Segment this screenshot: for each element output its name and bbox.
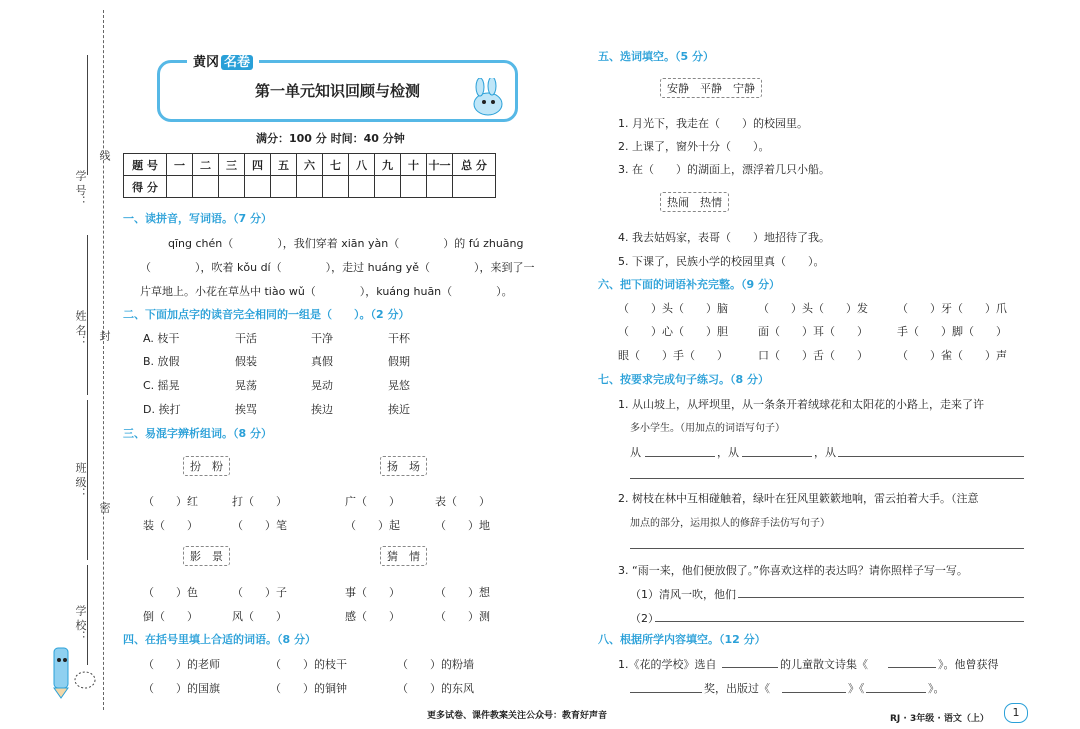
score-value-row [124,176,496,198]
section-8-title: 八、根据所学内容填空。（12 分） [598,633,766,646]
s6-blank: （ ）牙（ ）爪 [897,302,1007,315]
exam-meta: 满分：100 分 时间：40 分钟 [256,132,405,145]
score-cell[interactable] [297,176,323,198]
score-cell[interactable] [401,176,427,198]
s3-char-box: 猜 情 [380,546,427,566]
s2-option-b: B. 放假 [143,355,180,368]
score-cell[interactable] [427,176,453,198]
s7-q2-line-2: 加点的部分，运用拟人的修辞手法仿写句子） [630,518,830,529]
s7-q3-line-1: 3. “雨一来，他们便放假了。”你喜欢这样的表达吗？请你照样子写一写。 [618,564,968,577]
s7-q1-line-2: 多小学生。（用加点的词语写句子） [630,423,785,434]
s4-blank: （ ）的粉墙 [397,658,474,671]
answer-line[interactable] [888,667,936,668]
s5-q2: 2. 上课了，窗外十分（ ）。 [618,140,770,153]
pencil-mascot-icon [40,640,100,700]
score-cell[interactable] [375,176,401,198]
s6-blank: 手（ ）脚（ ） [897,325,1007,338]
answer-line[interactable] [655,621,1024,622]
s4-blank: （ ）的国旗 [143,682,220,695]
score-head-cell: 九 [375,154,401,176]
score-head-cell: 四 [245,154,271,176]
s7-q1-from-1: 从 [630,446,641,459]
answer-line[interactable] [630,478,1024,479]
class-label: 班 级： [74,462,87,499]
score-head-cell: 一 [167,154,193,176]
s2-word: 挨边 [311,403,333,416]
s8-q1-e: 》《 [848,682,865,695]
s2-option-d: D. 挨打 [143,403,181,416]
s6-blank: （ ）心（ ）胆 [618,325,728,338]
name-label: 姓 名： [74,310,87,347]
s6-blank: 眼（ ）手（ ） [618,349,728,362]
s2-word: 假期 [388,355,410,368]
s5-q5: 5. 下课了，民族小学的校园里真（ ）。 [618,255,825,268]
s7-q1-from-2: ，从 [717,446,739,459]
score-cell[interactable] [193,176,219,198]
score-head-cell: 三 [219,154,245,176]
s3-blank: （ ）红 [143,495,198,508]
answer-line[interactable] [782,692,846,693]
s6-blank: （ ）头（ ）脑 [618,302,728,315]
s2-word: 挨骂 [235,403,257,416]
section-4-title: 四、在括号里填上合适的词语。（8 分） [123,633,316,646]
s5-word-box: 安静 平静 宁静 [660,78,762,98]
score-head-cell: 五 [271,154,297,176]
score-head-cell: 二 [193,154,219,176]
s3-blank: （ ）测 [435,610,490,623]
score-cell[interactable] [219,176,245,198]
s3-char-box: 扬 场 [380,456,427,476]
score-head-cell: 十一 [427,154,453,176]
s5-q4: 4. 我去姑妈家，表哥（ ）地招待了我。 [618,231,830,244]
s1-line-2: （ ），吹着 kǒu dí（ ），走过 huáng yě（ ），来到了一 [140,261,535,274]
score-header-row [124,154,496,176]
s3-blank: （ ）子 [232,586,287,599]
s7-q2-line-1: 2. 树枝在林中互相碰触着，绿叶在狂风里簌簌地响，雷云拍着大手。（注意 [618,492,979,505]
s3-char-box: 扮 粉 [183,456,230,476]
s6-blank: （ ）雀（ ）声 [897,349,1007,362]
section-3-title: 三、易混字辨析组词。（8 分） [123,427,272,440]
binding-mark-xian: 线 [98,150,111,161]
s2-word: 干活 [235,332,257,345]
score-cell[interactable] [167,176,193,198]
s2-word: 晃动 [311,379,333,392]
s2-word: 干杯 [388,332,410,345]
s2-word: 真假 [311,355,333,368]
s4-blank: （ ）的枝干 [270,658,347,671]
s4-blank: （ ）的东风 [397,682,474,695]
s3-blank: 事（ ） [345,586,400,599]
score-head-cell: 六 [297,154,323,176]
s2-word: 晃荡 [235,379,257,392]
answer-line[interactable] [630,548,1024,549]
s3-char-box: 影 景 [183,546,230,566]
binding-mark-feng: 封 [98,330,111,341]
answer-line[interactable] [738,597,1024,598]
score-cell[interactable] [271,176,297,198]
binding-mark-mi: 密 [98,502,111,513]
s8-q1-c: 》。他曾获得 [938,658,999,671]
s8-q1-b: 的儿童散文诗集《 [780,658,868,671]
answer-line[interactable] [742,456,812,457]
footer-grade: RJ · 3年级 · 语文（上） [890,714,989,724]
s8-q1-f: 》。 [928,682,945,695]
s1-line-3: 片草地上。小花在草丛中 tiào wǔ（ ），kuáng huān（ ）。 [140,285,513,298]
s6-blank: 口（ ）舌（ ） [758,349,868,362]
answer-line[interactable] [866,692,926,693]
s3-blank: （ ）想 [435,586,490,599]
s7-q1-from-3: ，从 [814,446,836,459]
s2-option-c: C. 摇晃 [143,379,180,392]
score-cell[interactable] [349,176,375,198]
answer-line[interactable] [838,456,1024,457]
s2-word: 假装 [235,355,257,368]
page-title: 第一单元知识回顾与检测 [254,82,420,100]
section-5-title: 五、选词填空。（5 分） [598,50,714,63]
score-cell[interactable] [245,176,271,198]
s2-word: 挨近 [388,403,410,416]
s3-blank: 装（ ） [143,519,198,532]
s7-q1-line-1: 1. 从山坡上，从坪坝里，从一条条开着绒球花和太阳花的小路上，走来了许 [618,398,984,411]
s7-q3-line-3: （2） [630,612,659,625]
s5-q1: 1. 月光下，我走在（ ）的校园里。 [618,117,808,130]
s4-blank: （ ）的铜钟 [270,682,347,695]
score-head-cell: 题 号 [124,154,167,176]
school-label: 学 校： [74,605,87,642]
s8-q1-a: 1.《花的学校》选自 [618,658,717,671]
score-cell[interactable] [323,176,349,198]
brand-logo: 黄冈 名卷 [187,51,259,70]
score-head-cell: 八 [349,154,375,176]
answer-line[interactable] [645,456,715,457]
s3-blank: （ ）起 [345,519,400,532]
page-number: 1 [1004,703,1028,723]
score-head-cell: 总 分 [453,154,496,176]
s5-q3: 3. 在（ ）的湖面上，漂浮着几只小船。 [618,163,830,176]
s3-blank: 风（ ） [232,610,287,623]
s2-word: 晃悠 [388,379,410,392]
student-id-label: 学 号： [74,170,87,207]
binding-dashed-line [103,10,104,710]
score-table [123,153,496,198]
section-7-title: 七、按要求完成句子练习。（8 分） [598,373,769,386]
s3-blank: 广（ ） [345,495,400,508]
s6-blank: 面（ ）耳（ ） [758,325,868,338]
s1-line-1: qīng chén（ ），我们穿着 xiān yàn（ ）的 fú zhuāng [168,237,524,250]
score-cell[interactable] [453,176,496,198]
section-1-title: 一、读拼音，写词语。（7 分） [123,212,272,225]
s7-q3-line-2: （1）清风一吹，他们 [630,588,736,601]
section-6-title: 六、把下面的词语补充完整。（9 分） [598,278,780,291]
s3-blank: 感（ ） [345,610,400,623]
s3-blank: 打（ ） [232,495,287,508]
s5-word-box: 热闹 热情 [660,192,729,212]
answer-line[interactable] [722,667,778,668]
s4-blank: （ ）的老师 [143,658,220,671]
score-row-label: 得 分 [124,176,167,198]
score-head-cell: 七 [323,154,349,176]
answer-line[interactable] [630,692,702,693]
s3-blank: 倒（ ） [143,610,198,623]
s3-blank: 表（ ） [435,495,490,508]
rabbit-mascot-icon [462,78,510,118]
s2-word: 干净 [311,332,333,345]
score-head-cell: 十 [401,154,427,176]
s6-blank: （ ）头（ ）发 [758,302,868,315]
s8-q1-d: 奖，出版过《 [704,682,770,695]
section-2-title: 二、下面加点字的读音完全相同的一组是（ ）。（2 分） [123,308,410,321]
s3-blank: （ ）笔 [232,519,287,532]
s3-blank: （ ）地 [435,519,490,532]
s3-blank: （ ）色 [143,586,198,599]
s2-option-a: A. 枝干 [143,332,180,345]
footer-note: 更多试卷、课件教案关注公众号：教育好声音 [427,711,608,721]
xuehao-line [87,55,88,175]
